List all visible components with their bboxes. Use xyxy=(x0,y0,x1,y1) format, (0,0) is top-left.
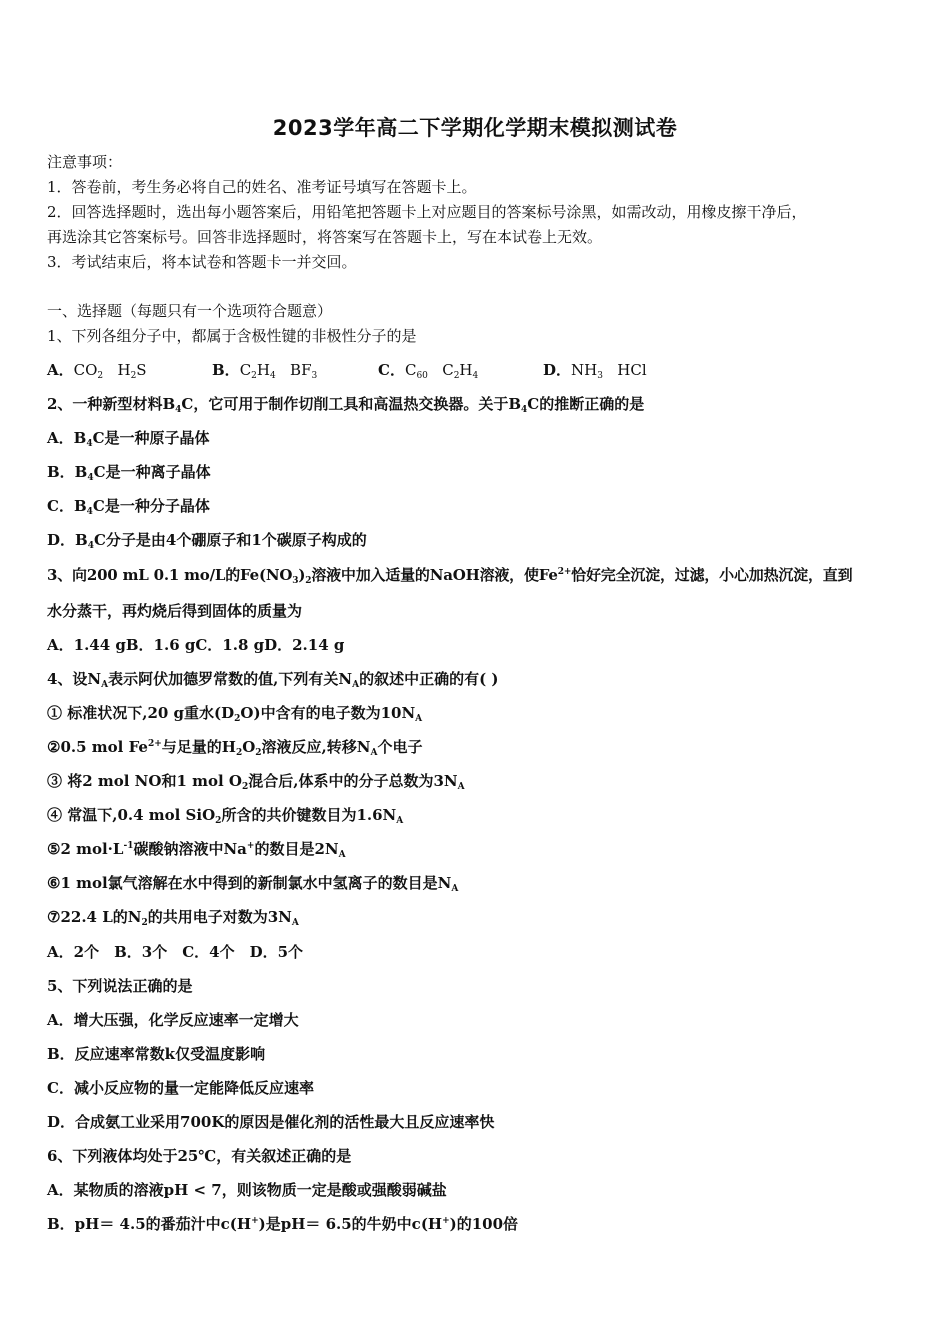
q1-stem: 1、下列各组分子中，都属于含极性键的非极性分子的是 xyxy=(47,327,417,345)
q5-option-a: A．增大压强，化学反应速率一定增大 xyxy=(47,1011,299,1029)
q3-stem-line-2: 水分蒸干，再灼烧后得到固体的质量为 xyxy=(47,602,303,620)
q1-option-d: D．$NH_3$ HCl xyxy=(543,361,647,381)
q2-stem: 2、一种新型材料$B_4C$，它可用于制作切削工具和高温热交换器。关于$B_4C$的推断正确的是 xyxy=(47,395,645,415)
q2-option-c: C．$B_4C$是一种分子晶体 xyxy=(47,497,210,517)
q6-option-b: B．pH＝ 4.5的番茄汁中c(H+)是pH＝ 6.5的牛奶中c(H+)的100倍 xyxy=(47,1215,519,1233)
q3-stem-line-1: 3、向200 mL 0.1 mo/L的$Fe(NO_3)_2$溶液中加入适量的NaOH溶液，使$Fe^{2+}$恰好完全沉淀，过滤，小心加热沉淀，直到 xyxy=(47,566,853,586)
q2-option-b: B．$B_4C$是一种离子晶体 xyxy=(47,463,211,483)
notice-item-1: 1．答卷前，考生务必将自己的姓名、准考证号填写在答题卡上。 xyxy=(47,178,477,196)
q5-stem: 5、下列说法正确的是 xyxy=(47,977,193,995)
notice-item-2-cont: 再选涂其它答案标号。回答非选择题时，将答案写在答题卡上，写在本试卷上无效。 xyxy=(47,228,603,246)
q4-item-2: ②0.5 mol $Fe^{2+}$与足量的$H_2O_2$溶液反应,转移$N_A$个电子 xyxy=(47,738,423,758)
section-heading: 一、选择题（每题只有一个选项符合题意） xyxy=(47,302,333,320)
q4-item-6: ⑥1 mol氯气溶解在水中得到的新制氯水中氢离子的数目是$N_A$ xyxy=(47,874,459,894)
q3-options: A．1.44 gB．1.6 gC．1.8 gD．2.14 g xyxy=(47,636,345,654)
q6-stem: 6、下列液体均处于25℃，有关叙述正确的是 xyxy=(47,1147,352,1165)
q4-item-3: ③ 将2 mol NO和1 mol $O_2$混合后,体系中的分子总数为$3N_A$ xyxy=(47,772,465,792)
q2-option-a: A．$B_4C$是一种原子晶体 xyxy=(47,429,210,449)
q1-option-c: C．$C_{60}$ $C_2H_4$ xyxy=(378,361,479,381)
q4-stem: 4、设$N_A$表示阿伏加德罗常数的值,下列有关$N_A$的叙述中正确的有( ) xyxy=(47,670,499,690)
page-title: 2023学年高二下学期化学期末模拟测试卷 xyxy=(272,116,678,140)
q5-option-d: D．合成氨工业采用700K的原因是催化剂的活性最大且反应速率快 xyxy=(47,1113,495,1131)
q4-item-7: ⑦22.4 L的$N_2$的共用电子对数为$3N_A$ xyxy=(47,908,299,928)
q4-item-4: ④ 常温下,0.4 mol SiO$_2$所含的共价键数目为$1.6N_A$ xyxy=(47,806,404,826)
q1-option-b: B．$C_2H_4$ $BF_3$ xyxy=(212,361,318,381)
q2-option-d: D．$B_4C$分子是由4个硼原子和1个碳原子构成的 xyxy=(47,531,367,551)
q5-option-b: B．反应速率常数k仅受温度影响 xyxy=(47,1045,266,1063)
q4-item-1: ① 标准状况下,20 g重水$(D_2O)$中含有的电子数为$10N_A$ xyxy=(47,704,423,724)
notice-item-3: 3．考试结束后，将本试卷和答题卡一并交回。 xyxy=(47,253,357,271)
q4-options: A．2个 B．3个 C．4个 D．5个 xyxy=(47,943,304,961)
q4-item-5: ⑤2 $mol\cdot L^{-1}$碳酸钠溶液中Na+的数目是$2N_A$ xyxy=(47,840,346,860)
notice-item-2: 2．回答选择题时，选出每小题答案后，用铅笔把答题卡上对应题目的答案标号涂黑，如需改动，用橡皮擦干净后， xyxy=(47,203,807,221)
q6-option-a: A．某物质的溶液pH < 7，则该物质一定是酸或强酸弱碱盐 xyxy=(47,1181,447,1199)
notice-heading: 注意事项： xyxy=(47,153,123,171)
q5-option-c: C．减小反应物的量一定能降低反应速率 xyxy=(47,1079,314,1097)
q1-option-a: A．$CO_2$ $H_2S$ xyxy=(47,361,147,381)
